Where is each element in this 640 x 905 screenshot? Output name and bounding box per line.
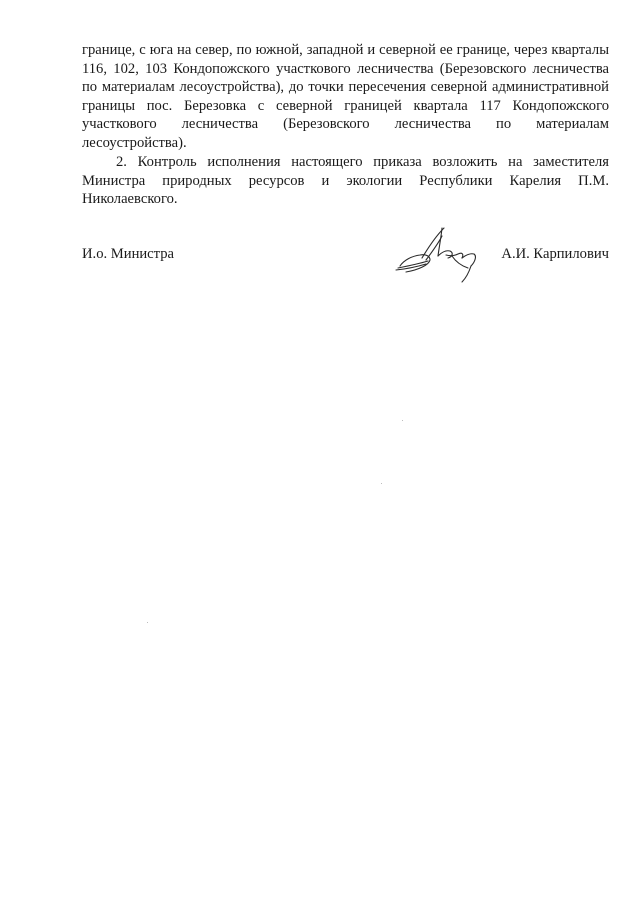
scan-speck bbox=[381, 483, 382, 484]
signer-name: А.И. Карпилович bbox=[501, 246, 609, 262]
signer-title: И.о. Министра bbox=[82, 246, 174, 262]
body-paragraph-1: границе, с юга на север, по южной, западной и северной ее границе, через кварталы 116, 102, 103 Кондопожского участкового лесничества (Березовского лесничества по материалам лесоустройства), до точки пересечения северной административной границы пос. Березовка с северной границей квартала 117 Кондопожского участкового лесничества (Березовского лесничества по материалам лесоустройства). bbox=[82, 42, 609, 151]
body-paragraph-2: 2. Контроль исполнения настоящего приказа возложить на заместителя Министра природных ресурсов и экологии Республики Карелия П.М. Николаевского. bbox=[82, 154, 609, 208]
handwritten-signature-icon bbox=[392, 222, 484, 284]
scan-speck bbox=[402, 420, 403, 421]
signature-row bbox=[82, 245, 609, 269]
scan-speck bbox=[147, 622, 148, 623]
